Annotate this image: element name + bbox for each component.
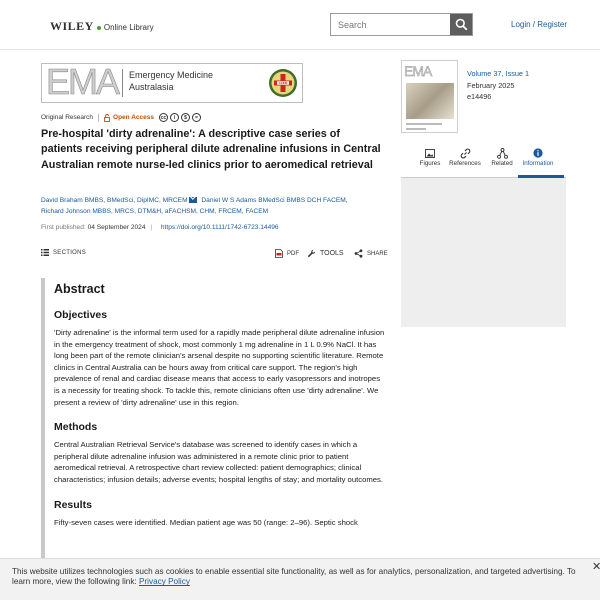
first-published-date: 04 September 2024 bbox=[87, 224, 146, 231]
tools-button[interactable] bbox=[307, 249, 344, 258]
open-access-badge[interactable] bbox=[104, 114, 154, 122]
link-icon bbox=[460, 148, 471, 159]
methods-paragraph: Central Australian Retrieval Service's database was screened to identify cases in which a peripheral dilute adrenaline infusion was administered in a remote clinic prior to patient aeromedical retrieval. A retrospective chart review collected: patient demographics; clinical characteristics; infusion details; adverse events; hospital lengths of stay; and mortality outcomes. bbox=[54, 440, 384, 484]
cover-text-line bbox=[406, 123, 442, 125]
info-separator: | bbox=[150, 224, 153, 231]
publication-info bbox=[41, 224, 279, 231]
article-meta-row bbox=[41, 113, 201, 122]
journal-banner[interactable] bbox=[41, 63, 303, 103]
article-title: Pre-hospital 'dirty adrenaline': A descriptive case series of patients receiving peripheral dilute adrenaline infusions in Central Australian remote nurse-led clinics prior to aeromedical retrieval bbox=[41, 128, 381, 171]
abstract-section bbox=[41, 278, 386, 558]
article-eid: e14496 bbox=[467, 92, 492, 101]
methods-heading: Methods bbox=[54, 421, 98, 434]
pdf-label: PDF bbox=[287, 250, 299, 257]
cover-text-line bbox=[406, 128, 426, 130]
wrench-icon bbox=[307, 249, 316, 258]
journal-cover-thumbnail[interactable] bbox=[401, 60, 458, 133]
tab-information[interactable] bbox=[520, 146, 556, 167]
share-label: SHARE bbox=[367, 250, 388, 257]
cc-license-icons[interactable] bbox=[159, 113, 201, 122]
search-box bbox=[330, 13, 473, 36]
objectives-heading: Objectives bbox=[54, 309, 108, 321]
cover-acronym: EMA bbox=[404, 63, 432, 79]
logo-suffix-text: Online Library bbox=[103, 23, 154, 32]
info-icon bbox=[533, 148, 543, 158]
sections-label: SECTIONS bbox=[53, 249, 87, 256]
list-icon bbox=[41, 249, 49, 256]
search-input[interactable] bbox=[331, 14, 451, 35]
article-type: Original Research bbox=[41, 114, 94, 121]
search-button[interactable] bbox=[450, 14, 472, 35]
article-toolbar bbox=[41, 249, 386, 263]
results-heading: Results bbox=[54, 498, 92, 511]
top-header bbox=[0, 0, 600, 50]
banner-title-line1: Emergency Medicine bbox=[129, 70, 214, 80]
first-published-label: First published: bbox=[41, 224, 86, 231]
search-icon bbox=[455, 18, 468, 31]
author-list bbox=[41, 195, 381, 217]
banner-acronym: EMA bbox=[46, 61, 119, 102]
nd-icon: = bbox=[192, 113, 201, 122]
cc-icon: cc bbox=[160, 114, 167, 121]
share-button[interactable] bbox=[354, 249, 388, 258]
meta-separator bbox=[98, 114, 99, 122]
acem-seal-logo bbox=[268, 68, 298, 98]
tab-related[interactable] bbox=[484, 146, 520, 167]
results-paragraph: Fifty-seven cases were identified. Median patient age was 50 (range: 2–96). Septic shock bbox=[54, 517, 358, 527]
sections-button[interactable] bbox=[41, 249, 86, 256]
abstract-heading: Abstract bbox=[54, 282, 105, 296]
logo-dot-icon bbox=[97, 26, 101, 30]
nc-icon: $ bbox=[181, 113, 190, 122]
close-icon[interactable]: ✕ bbox=[592, 561, 601, 573]
banner-title-line2: Australasia bbox=[129, 82, 174, 92]
tab-references-label: References bbox=[449, 160, 481, 167]
by-icon: i bbox=[170, 113, 179, 122]
author-link[interactable]: Daniel W S Adams BMedSci BMBS DCH FACEM, bbox=[201, 197, 348, 204]
volume-issue-link[interactable]: Volume 37, Issue 1 bbox=[467, 69, 530, 78]
cookie-banner bbox=[0, 558, 600, 600]
information-panel bbox=[401, 178, 566, 327]
doi-link[interactable]: https://doi.org/10.1111/1742-6723.14496 bbox=[160, 224, 279, 231]
cover-image bbox=[406, 83, 454, 119]
cookie-message bbox=[12, 567, 587, 587]
svg-text:ACEM: ACEM bbox=[278, 81, 288, 86]
tools-label: TOOLS bbox=[320, 250, 344, 257]
side-tabs bbox=[412, 146, 567, 176]
issue-info bbox=[467, 68, 529, 103]
pdf-icon bbox=[275, 249, 283, 258]
tab-figures-label: Figures bbox=[419, 160, 441, 167]
author-link[interactable]: David Braham BMBS, BMedSci, DipIMC, MRCEM bbox=[41, 197, 188, 204]
tab-references[interactable] bbox=[447, 146, 483, 167]
cookie-text: This website utilizes technologies such as cookies to enable essential site functionality, as well as for analytics, personalization, and targeted advertising. To learn more, view the following link: bbox=[12, 567, 576, 587]
pdf-button[interactable] bbox=[275, 249, 299, 258]
network-icon bbox=[497, 148, 508, 159]
privacy-policy-link[interactable]: Privacy Policy bbox=[138, 577, 190, 587]
issue-date: February 2025 bbox=[467, 80, 515, 90]
email-icon[interactable] bbox=[189, 197, 197, 203]
image-icon bbox=[425, 149, 435, 158]
tab-figures[interactable] bbox=[412, 146, 448, 167]
login-register-link[interactable]: Login / Register bbox=[511, 20, 568, 29]
objectives-paragraph: 'Dirty adrenaline' is the informal term used for a rapidly made peripheral dilute adrenaline infusion in the emergency treatment of shock, most commonly 1 mg adrenaline in 1 L 0.9% NaCl. It has long been part of the remote clinician's arsenal despite no supporting scientific literature. Remote clinics in Central Australia can be hours away from critical care support. The region's high prevalence of renal and cardiac disease means that access to early vasopressors and inotropes is a necessity for treating shock. To tackle this, remote clinicians often use 'dirty adrenaline'. We present a review of 'dirty adrenaline' use in this region. bbox=[54, 328, 385, 407]
banner-divider bbox=[122, 69, 123, 97]
author-link[interactable]: Richard Johnson MBBS, MRCS, DTM&H, aFACHSM, CHM, FRCEM, FACEM bbox=[41, 208, 269, 215]
logo-wiley-text: WILEY bbox=[50, 19, 94, 33]
open-lock-icon bbox=[104, 114, 110, 122]
open-access-label: Open Access bbox=[113, 114, 154, 121]
tab-related-label: Related bbox=[491, 160, 513, 167]
tab-information-label: Information bbox=[522, 160, 554, 167]
wiley-logo[interactable] bbox=[50, 19, 154, 34]
share-icon bbox=[354, 249, 363, 258]
